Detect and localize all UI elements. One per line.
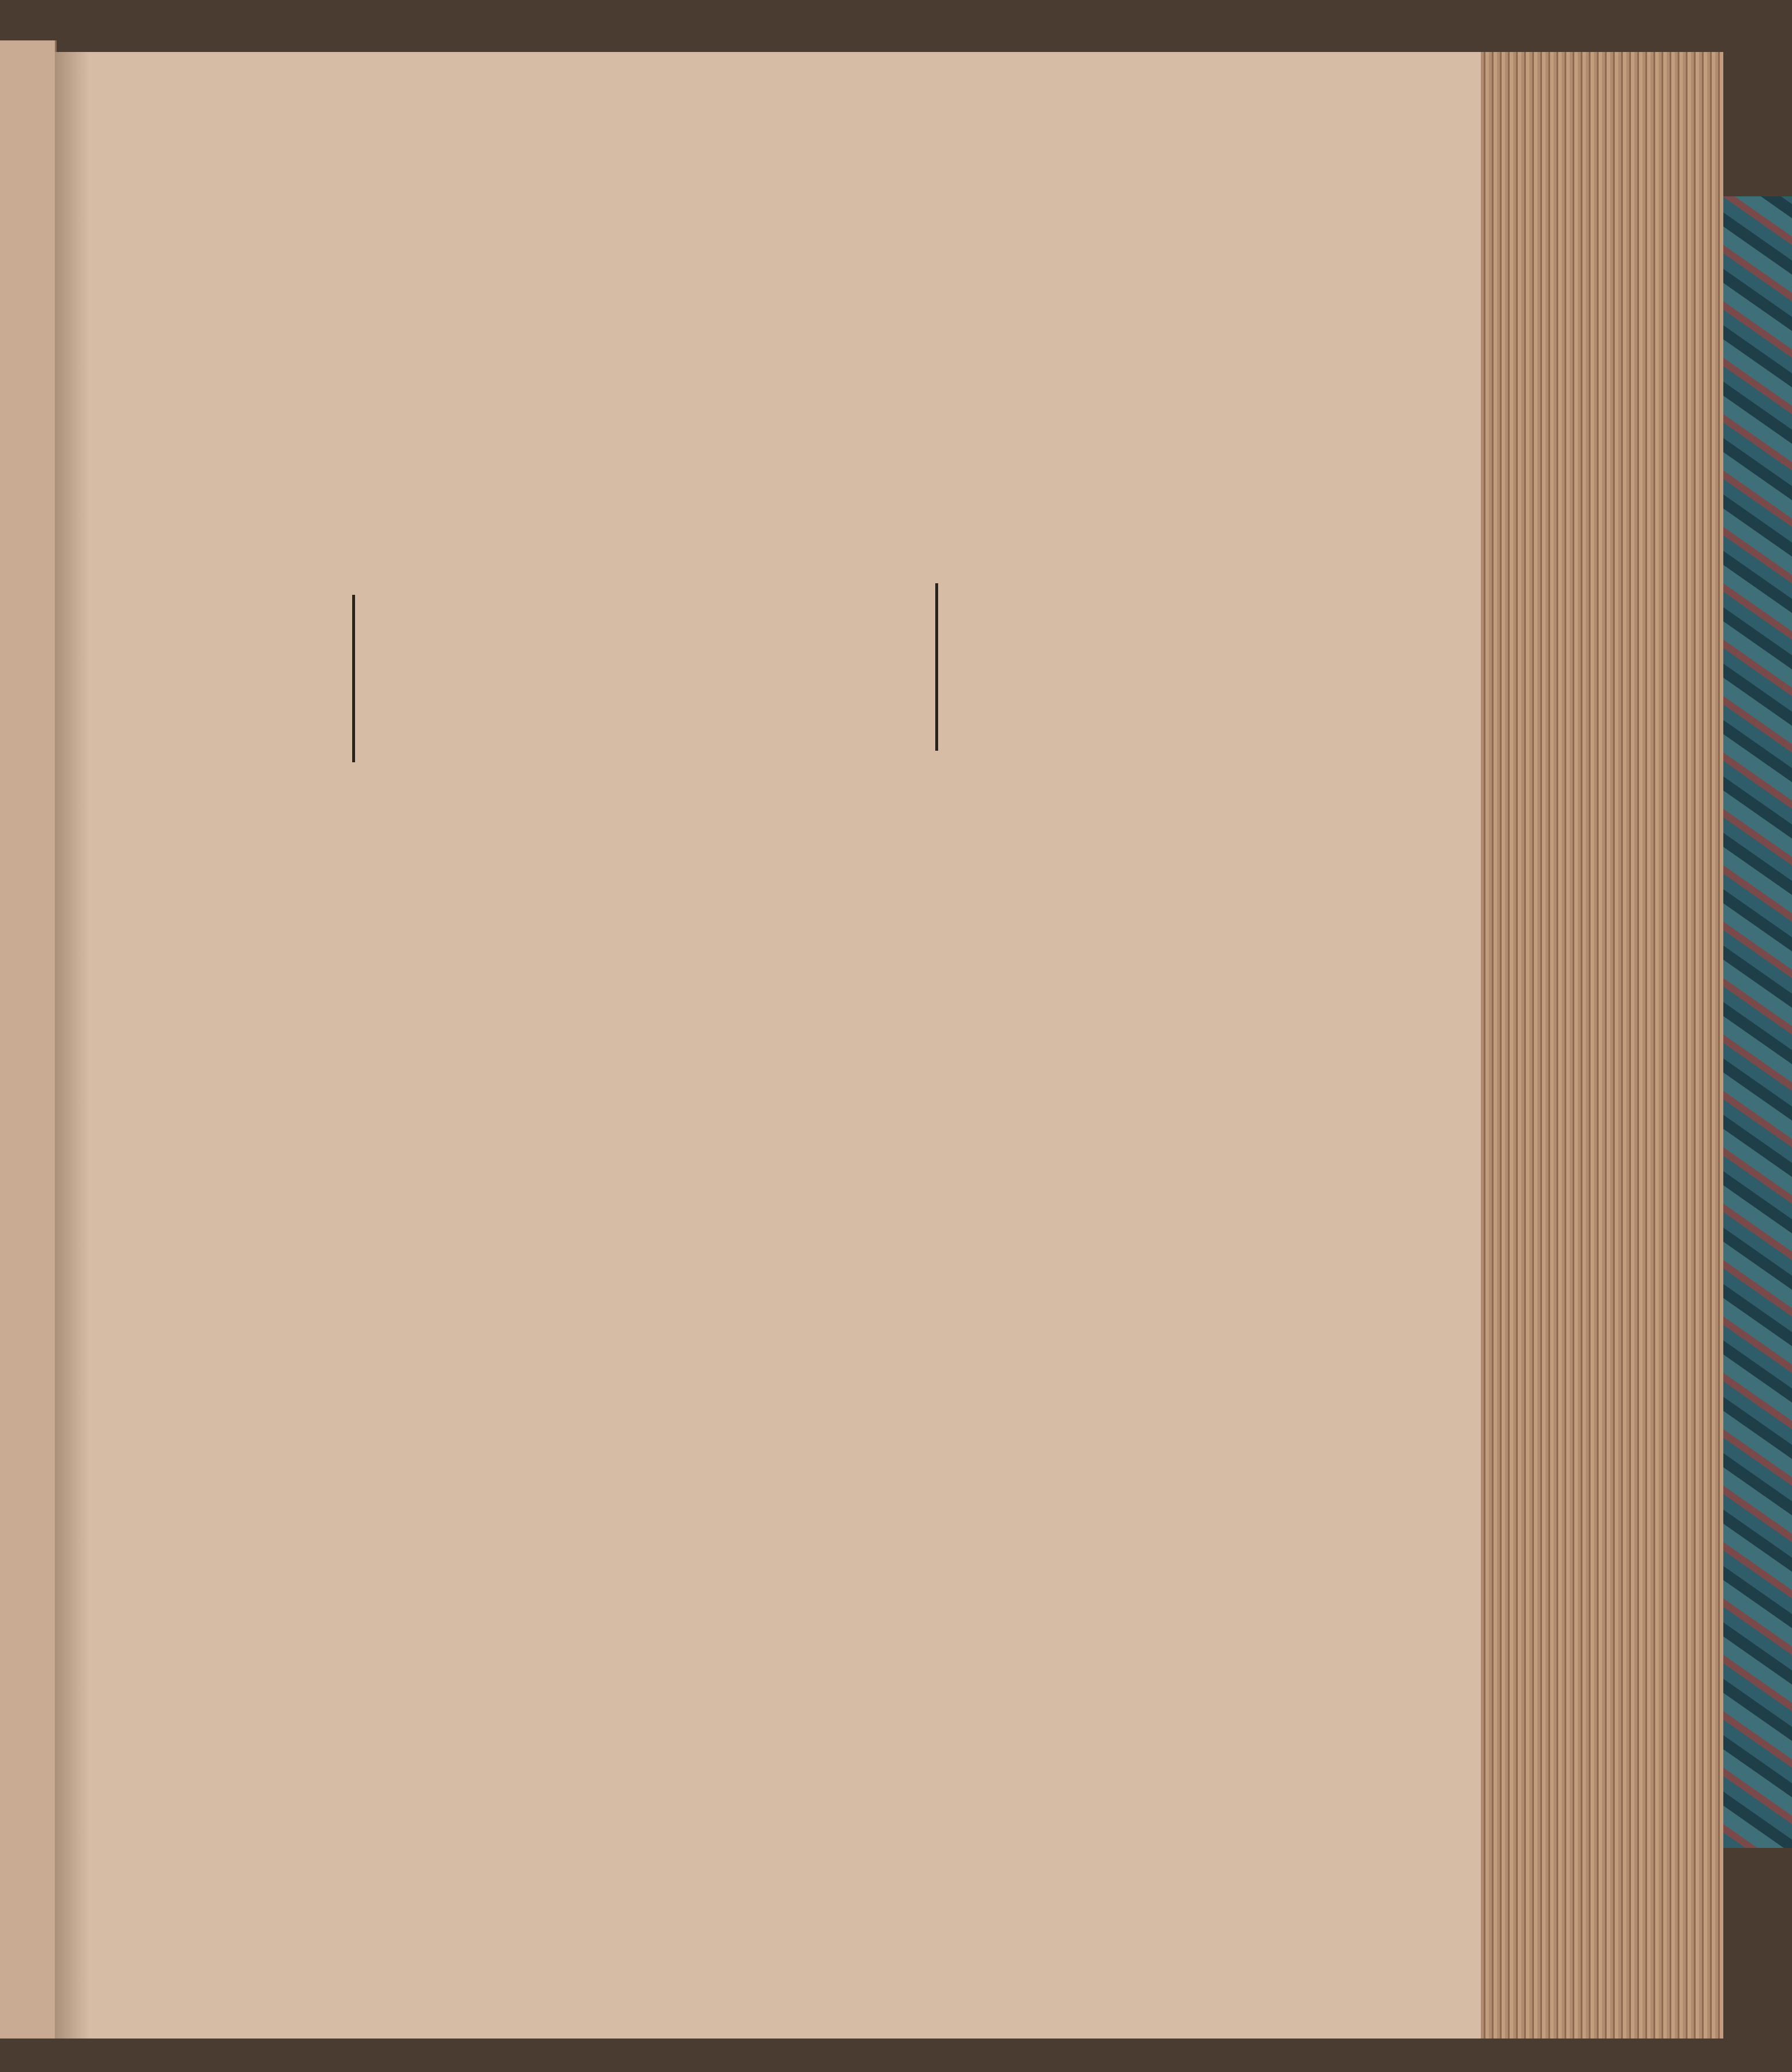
gutter-shadow: [55, 52, 89, 2039]
section7-divider-right: [935, 583, 938, 751]
section7-divider-left: [352, 595, 355, 762]
page: [55, 52, 1484, 2039]
marbled-cover-edge: [1723, 196, 1792, 1848]
left-page-edge: [0, 40, 57, 2039]
page-edges: [1481, 52, 1723, 2039]
